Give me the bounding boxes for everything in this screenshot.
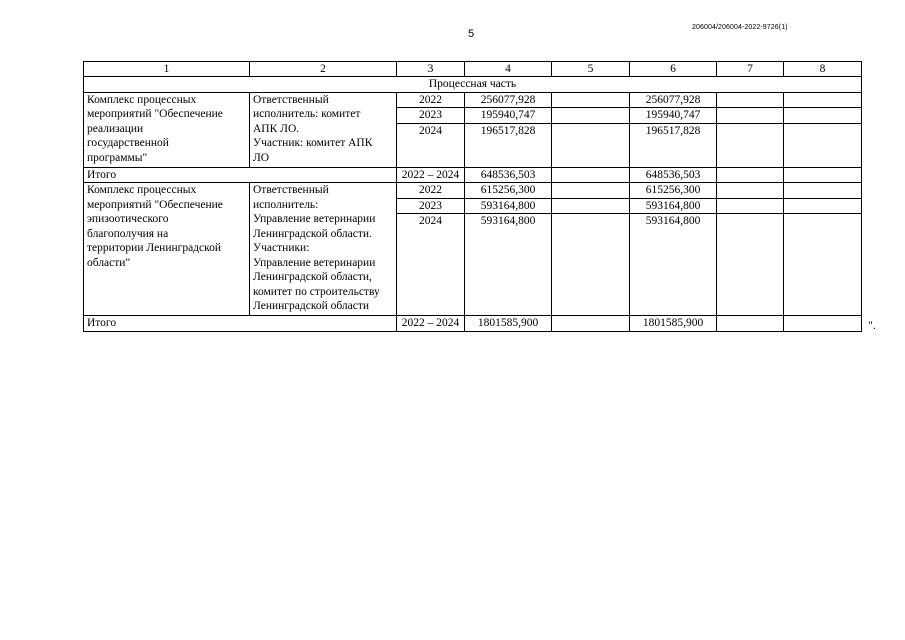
total-period: 2022 – 2024: [397, 167, 465, 183]
value-col4-cell: 593164,800: [465, 198, 552, 214]
year-cell: 2023: [397, 198, 465, 214]
column-header-8: 8: [784, 62, 862, 77]
value-col5-cell: [552, 92, 630, 108]
total-col8: [784, 316, 862, 332]
column-header-7: 7: [717, 62, 784, 77]
value-col8-cell: [784, 183, 862, 199]
executor-line: АПК ЛО.: [253, 122, 300, 135]
executor-line: Ленинградской области.: [253, 227, 372, 240]
section-row: [84, 77, 862, 93]
total-col6: 648536,503: [630, 167, 717, 183]
section-title: Процессная часть: [84, 77, 862, 93]
column-header-3: 3: [397, 62, 465, 77]
value-col5-cell: [552, 183, 630, 199]
value-col6-cell: 256077,928: [630, 92, 717, 108]
executor-cell: [250, 183, 397, 316]
value-col5-cell: [552, 108, 630, 124]
value-col4-cell: 256077,928: [465, 92, 552, 108]
value-col6-cell: 593164,800: [630, 214, 717, 316]
program-name-line: реализации: [87, 122, 144, 135]
executor-line: Управление ветеринарии: [253, 213, 376, 225]
executor-line: Ответственный: [253, 184, 329, 196]
page-number: 5: [468, 28, 475, 40]
value-col8-cell: [784, 214, 862, 316]
total-col7: [717, 167, 784, 183]
value-col7-cell: [717, 183, 784, 199]
value-col4-cell: 615256,300: [465, 183, 552, 199]
value-col7-cell: [717, 198, 784, 214]
value-col7-cell: [717, 214, 784, 316]
year-cell: 2022: [397, 183, 465, 199]
column-header-6: 6: [630, 62, 717, 77]
executor-line: Ленинградской области: [253, 300, 370, 312]
budget-table: [83, 61, 862, 332]
executor-line: Управление ветеринарии: [253, 256, 376, 269]
program-name-line: Комплекс процессных: [87, 184, 197, 196]
year-cell: 2023: [397, 108, 465, 124]
column-header-5: 5: [552, 62, 630, 77]
total-label: Итого: [84, 167, 397, 183]
value-col5-cell: [552, 123, 630, 167]
value-col6-cell: 593164,800: [630, 198, 717, 214]
table-row: [84, 92, 862, 108]
total-label: Итого: [84, 316, 397, 332]
total-col8: [784, 167, 862, 183]
program-name-line: Комплекс процессных: [87, 93, 197, 106]
header-row: [84, 62, 862, 77]
value-col7-cell: [717, 123, 784, 167]
total-period: 2022 – 2024: [397, 316, 465, 332]
executor-line: ЛО: [253, 151, 270, 164]
program-name-line: эпизоотического: [87, 213, 169, 225]
value-col4-cell: 196517,828: [465, 123, 552, 167]
value-col7-cell: [717, 92, 784, 108]
column-header-2: 2: [250, 62, 397, 77]
program-name-line: мероприятий "Обеспечение: [87, 108, 223, 120]
executor-cell: [250, 92, 397, 167]
value-col4-cell: 195940,747: [465, 108, 552, 124]
year-cell: 2024: [397, 123, 465, 167]
executor-line: исполнитель: комитет: [253, 108, 361, 120]
executor-line: Ответственный: [253, 93, 329, 106]
value-col5-cell: [552, 198, 630, 214]
column-header-4: 4: [465, 62, 552, 77]
value-col8-cell: [784, 92, 862, 108]
column-header-1: 1: [84, 62, 250, 77]
total-col5: [552, 167, 630, 183]
value-col4-cell: 593164,800: [465, 214, 552, 316]
program-name-line: благополучия на: [87, 227, 169, 240]
executor-line: Участник: комитет АПК: [253, 137, 373, 149]
value-col8-cell: [784, 123, 862, 167]
value-col8-cell: [784, 198, 862, 214]
total-col5: [552, 316, 630, 332]
total-col7: [717, 316, 784, 332]
value-col6-cell: 196517,828: [630, 123, 717, 167]
program-name-cell: [84, 183, 250, 316]
value-col7-cell: [717, 108, 784, 124]
document-id: 206004/206004-2022-9726(1): [692, 24, 788, 31]
program-name-line: государственной: [87, 137, 169, 149]
program-name-line: территории Ленинградской: [87, 242, 222, 254]
program-name-line: программы": [87, 151, 148, 164]
program-name-line: мероприятий "Обеспечение: [87, 198, 223, 211]
value-col6-cell: 615256,300: [630, 183, 717, 199]
year-cell: 2022: [397, 92, 465, 108]
value-col8-cell: [784, 108, 862, 124]
value-col6-cell: 195940,747: [630, 108, 717, 124]
year-cell: 2024: [397, 214, 465, 316]
table-row: [84, 183, 862, 199]
total-col6: 1801585,900: [630, 316, 717, 332]
total-col4: 648536,503: [465, 167, 552, 183]
total-col4: 1801585,900: [465, 316, 552, 332]
executor-line: исполнитель:: [253, 198, 319, 211]
executor-line: Ленинградской области,: [253, 271, 372, 283]
closing-quote-mark: ".: [868, 318, 876, 332]
executor-line: Участники:: [253, 242, 310, 254]
program-name-cell: [84, 92, 250, 167]
total-row: [84, 316, 862, 332]
value-col5-cell: [552, 214, 630, 316]
executor-line: комитет по строительству: [253, 285, 380, 298]
program-name-line: области": [87, 256, 131, 269]
total-row: [84, 167, 862, 183]
